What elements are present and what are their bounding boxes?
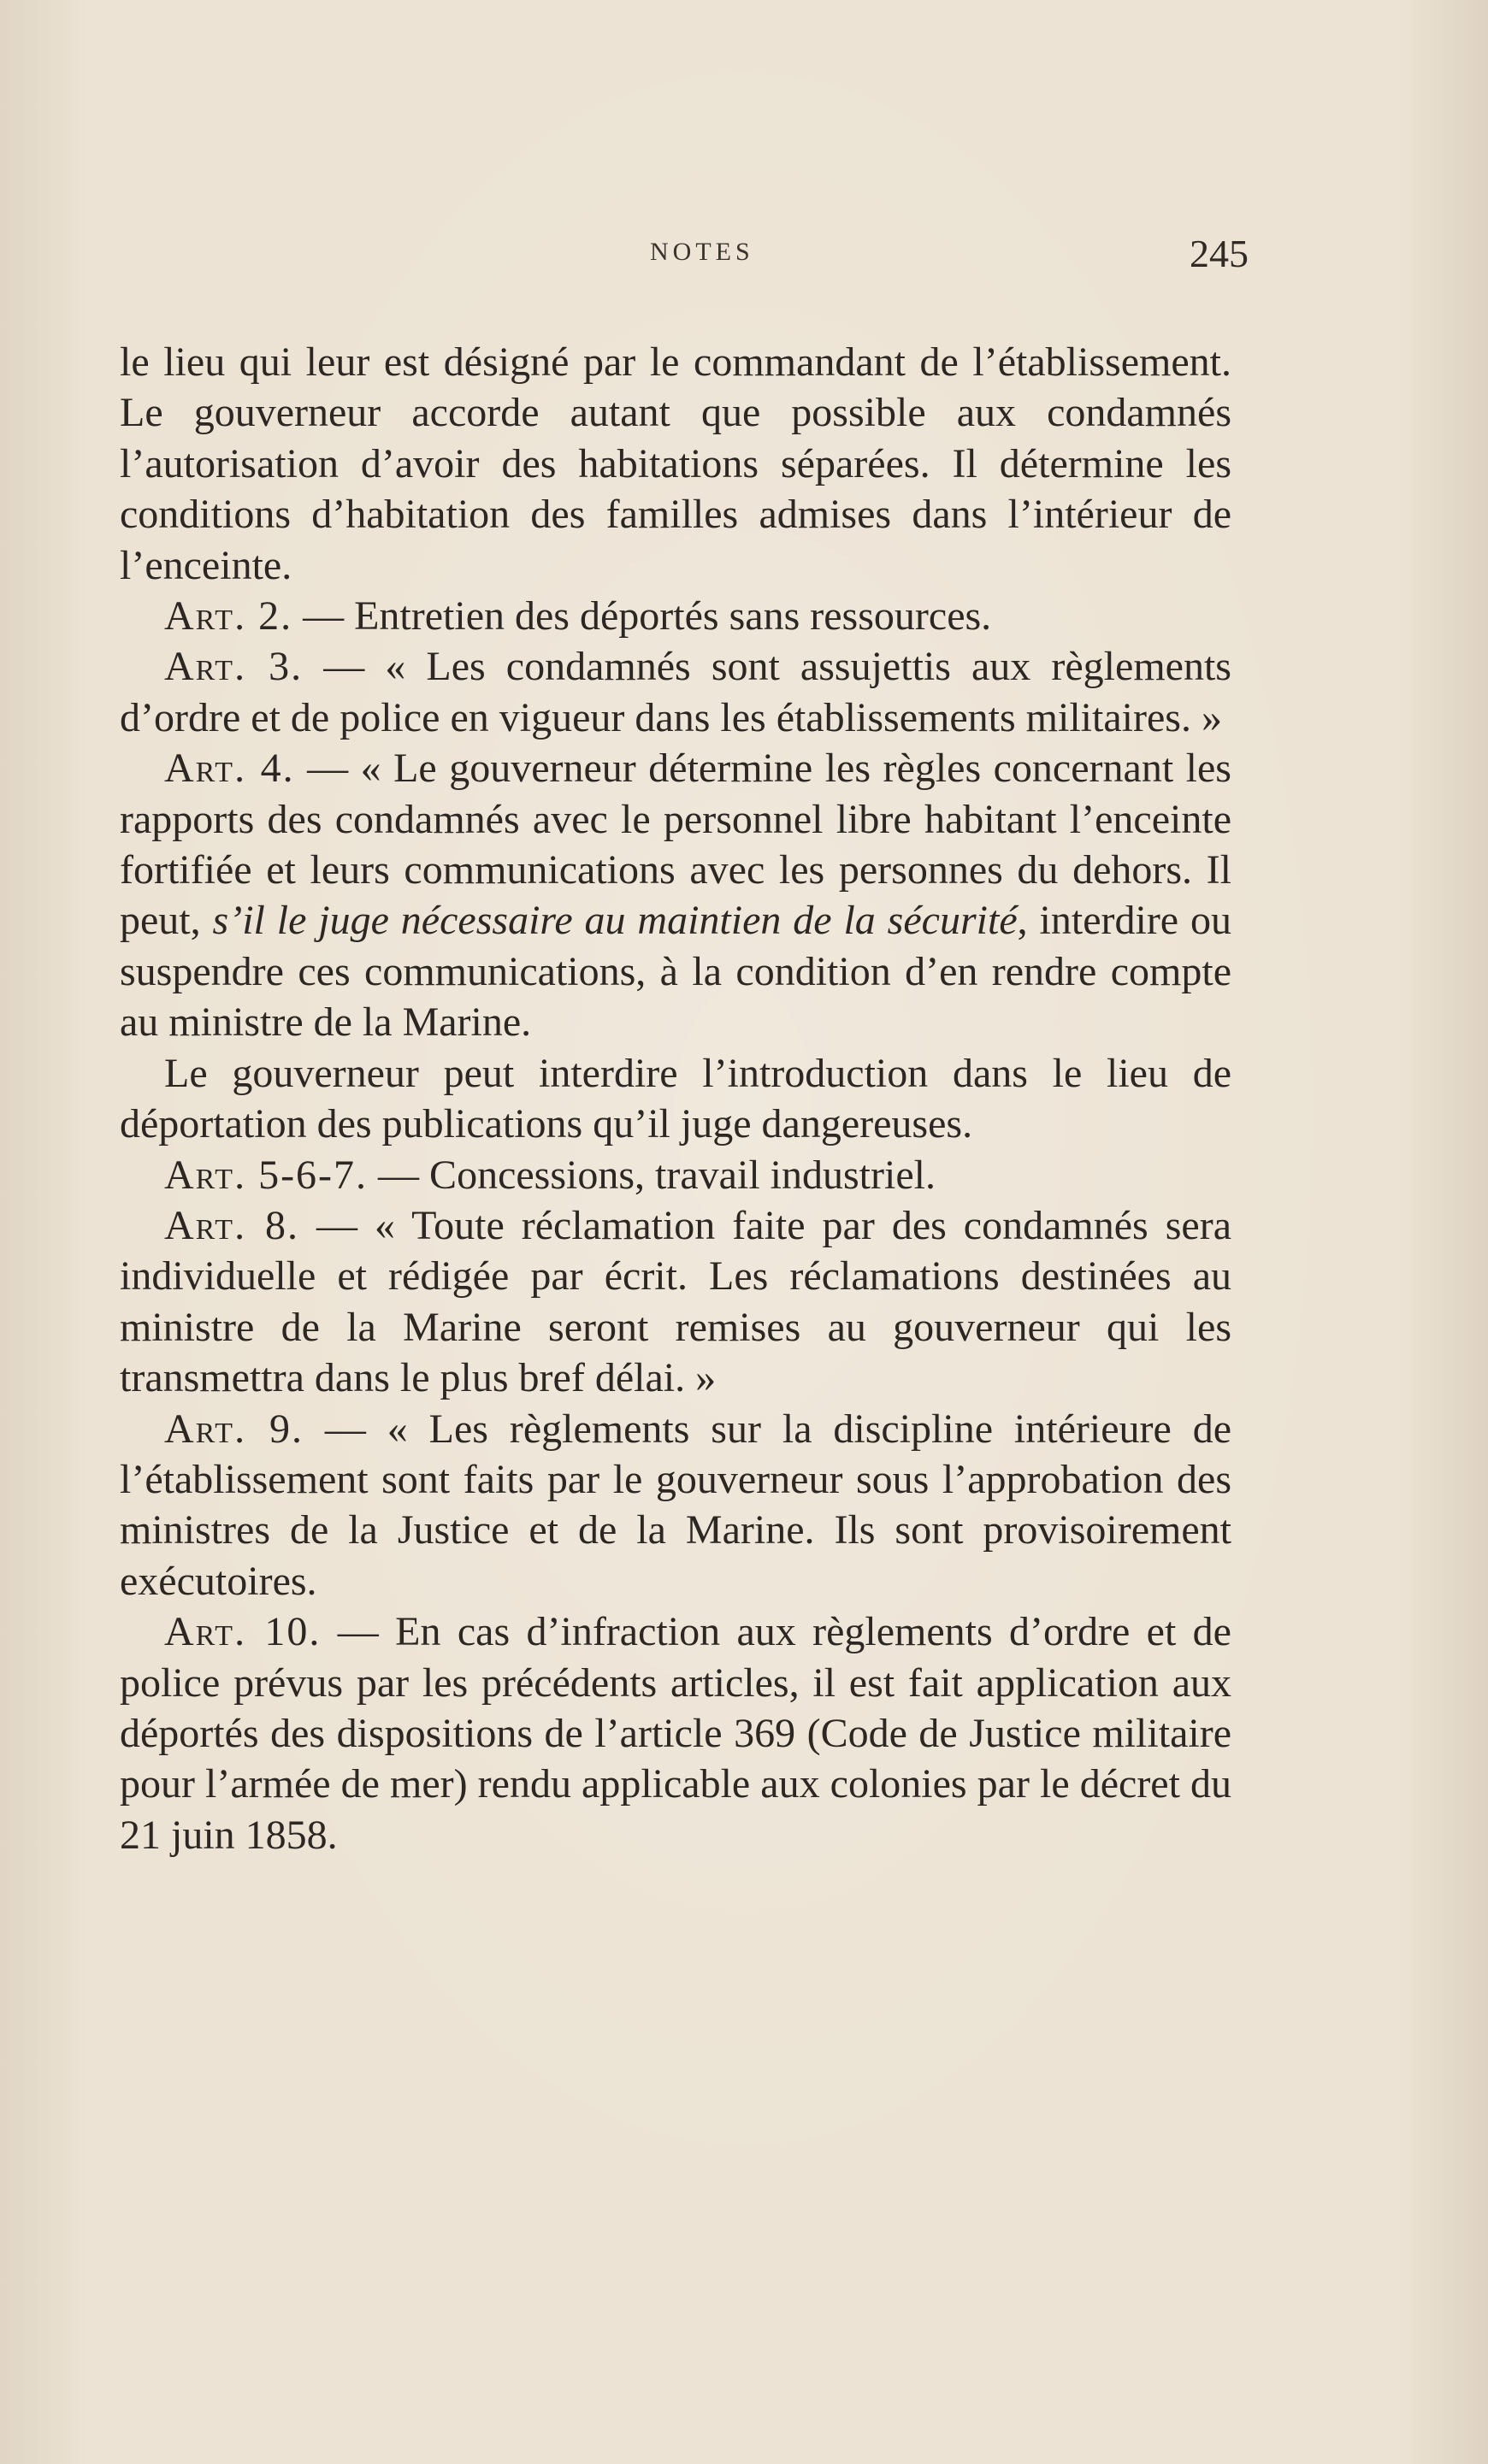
article-3 (120, 641, 1231, 743)
governor-paragraph (120, 1048, 1231, 1150)
article-italic-text: s’il le juge nécessaire au maintien de la sécurité (212, 898, 1018, 944)
page-number: 245 (1190, 232, 1249, 275)
article-label: Art. 5-6-7. (164, 1152, 369, 1198)
article-2 (120, 591, 1231, 641)
article-label: Art. 3. (164, 644, 304, 690)
article-text: — Entretien des déportés sans ressources. (292, 593, 992, 640)
article-text: — « Toute réclamation faite par des condamnés sera individuelle et rédigée par écrit. Les réclamations destinées au ministre de la Marine seront remises au gouverneur qui les transmettra dans le plus bref délai. » (120, 1202, 1231, 1401)
article-text: — « Le gouverneur détermine les règles concernant les rapports des condamnés avec le personnel libre habitant l’enceinte fortifiée et leurs communications avec les personnes du dehors. Il peut, (120, 746, 1231, 944)
article-text: — « Les règlements sur la discipline intérieure de l’établissement sont faits par le gouverneur sous l’approbation des ministres de la Justice et de la Marine. Ils sont provisoirement exécutoires. (120, 1406, 1231, 1604)
article-9 (120, 1404, 1231, 1607)
running-head (120, 231, 1249, 291)
article-text: , interdire ou suspendre ces communications, à la condition d’en rendre compte au ministre de la Marine. (120, 898, 1232, 1046)
article-text: — En cas d’infraction aux règlements d’ordre et de police prévus par les précédents articles, il est fait application aux déportés des dispositions de l’article 369 (Code de Justice militaire pour l’armée de mer) rendu applicable aux colonies par le décret du 21 juin 1858. (120, 1609, 1231, 1858)
article-text: — « Les condamnés sont assujettis aux règlements d’ordre et de police en vigueur dans les établissements militaires. » (120, 644, 1231, 740)
article-text: — Concessions, travail industriel. (368, 1152, 936, 1198)
article-label: Art. 9. (164, 1406, 304, 1452)
paragraph-continuation (120, 337, 1231, 591)
running-title: NOTES (650, 238, 754, 266)
article-10 (120, 1606, 1231, 1860)
paragraph-text: Le gouverneur peut interdire l’introduction dans le lieu de déportation des publications qu’il juge dangereuses. (120, 1050, 1231, 1147)
article-label: Art. 2. (164, 593, 293, 640)
article-label: Art. 4. (164, 746, 295, 792)
article-4 (120, 743, 1231, 1047)
article-label: Art. 8. (164, 1202, 300, 1248)
article-label: Art. 10. (164, 1609, 322, 1655)
article-8 (120, 1200, 1231, 1404)
paragraph-text: le lieu qui leur est désigné par le commandant de l’établissement. Le gouverneur accorde autant que possible aux condamnés l’autorisation d’avoir des habitations séparées. Il détermine les conditions d’habitation des familles admises dans l’intérieur de l’enceinte. (120, 339, 1231, 588)
body-text (120, 337, 1231, 1860)
article-5-6-7 (120, 1150, 1231, 1200)
